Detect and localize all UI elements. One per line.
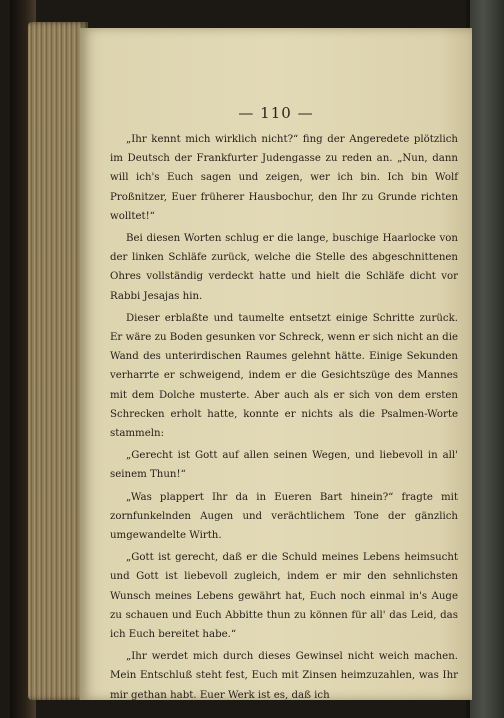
page-body-text xyxy=(110,130,458,708)
page-edges xyxy=(28,22,88,700)
paragraph: „Gerecht ist Gott auf allen seinen Wegen, und liebevoll in all' seinem Thun!“ xyxy=(110,450,458,481)
right-background xyxy=(470,0,504,718)
paragraph: Dieser erblaßte und taumelte entsetzt einige Schritte zurück. Er wäre zu Boden gesunken vor Schreck, wenn er sich nicht an die Wand des unterirdischen Raumes gelehnt hätte. Einige Sekunden verharrte er schweigend, indem er die Gesichtszüge des Mannes mit dem Dolche musterte. Aber auch als er sich von dem ersten Schrecken erholt hatte, konnte er nichts als die Psalmen-Worte stammeln: xyxy=(110,312,458,440)
paragraph: „Ihr kennt mich wirklich nicht?“ fing der Angeredete plötzlich im Deutsch der Frankfurter Judengasse zu reden an. „Nun, dann will ich's Euch sagen und zeigen, wer ich bin. Ich bin Wolf Proßnitzer, Euer früherer Hausbochur, den Ihr zu Grunde richten wolltet!“ xyxy=(110,134,458,222)
paragraph: „Ihr werdet mich durch dieses Gewinsel nicht weich machen. Mein Entschluß steht fest, Euch mit Zinsen heimzuzahlen, was Ihr mir gethan habt. Euer Werk ist es, daß ich xyxy=(110,651,458,701)
paragraph: „Gott ist gerecht, daß er die Schuld meines Lebens heimsucht und Gott ist liebevoll zugleich, indem er mir den sehnlichsten Wunsch meines Lebens gewährt hat, Euch noch einmal in's Auge zu schauen und Euch Abbitte thun zu können für all' das Leid, das ich Euch bereitet habe.“ xyxy=(110,552,458,641)
paragraph: „Was plappert Ihr da in Eueren Bart hinein?“ fragte mit zornfunkelnden Augen und verächtlichem Tone der gänzlich umgewandelte Wirth. xyxy=(110,491,458,542)
page-number: — 110 — xyxy=(238,104,314,122)
book-page xyxy=(80,28,472,700)
paragraph: Bei diesen Worten schlug er die lange, buschige Haarlocke von der linken Schläfe zurück, welche die Stelle des abgeschnittenen Ohres vollständig verdeckt hatte und hielt die Schläfe dicht vor Rabbi Jesajas hin. xyxy=(110,233,458,302)
